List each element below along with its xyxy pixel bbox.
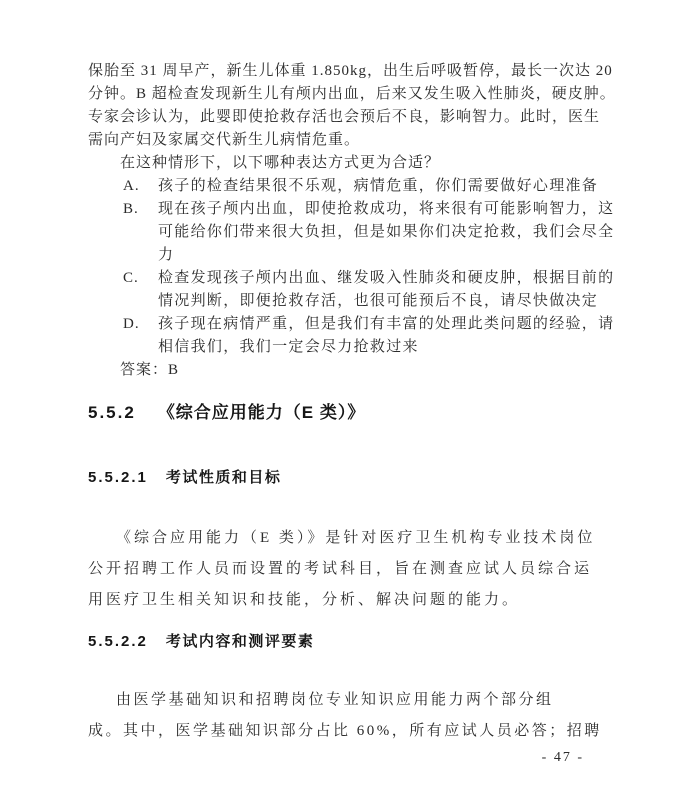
option-row-d bbox=[88, 313, 615, 359]
para-line: 用医疗卫生相关知识和技能，分析、解决问题的能力。 bbox=[88, 592, 521, 608]
option-label: B. bbox=[123, 201, 139, 217]
stem-line: 需向产妇及家属交代新生儿病情危重。 bbox=[88, 132, 361, 148]
stem-line: 分钟。B 超检查发现新生儿有颅内出血，后来又发生吸入性肺炎，硬皮肿。 bbox=[88, 86, 616, 102]
option-text-line: 力 bbox=[158, 247, 175, 263]
question-prompt: 在这种情形下，以下哪种表达方式更为合适？ bbox=[120, 155, 441, 171]
option-text bbox=[158, 313, 614, 359]
option-text-line: 情况判断，即便抢救存活，也很可能预后不良，请尽快做决定 bbox=[158, 293, 599, 309]
page-number: - 47 - bbox=[541, 750, 584, 765]
option-label: C. bbox=[123, 270, 139, 286]
section-heading-5-5-2-1 bbox=[88, 466, 598, 490]
para-line: 《综合应用能力（E 类）》是针对医疗卫生机构专业技术岗位 bbox=[116, 530, 596, 546]
option-text-line: 相信我们，我们一定会尽力抢救过来 bbox=[158, 339, 419, 355]
section-number: 5.5.2.2 bbox=[88, 633, 148, 650]
section-title: 考试性质和目标 bbox=[165, 469, 282, 486]
section-number: 5.5.2 bbox=[88, 403, 136, 422]
page-content bbox=[88, 60, 616, 768]
para-line: 公开招聘工作人员而设置的考试科目，旨在测查应试人员综合运 bbox=[88, 561, 593, 577]
para-line: 成。其中，医学基础知识部分占比 60%，所有应试人员必答；招聘 bbox=[88, 723, 602, 739]
option-text-line: 现在孩子颅内出血，即使抢救成功，将来很有可能影响智力，这 bbox=[158, 201, 615, 217]
section-title: 《综合应用能力（E 类）》 bbox=[157, 403, 366, 422]
option-text bbox=[158, 267, 614, 313]
option-text-line: 检查发现孩子颅内出血、继发吸入性肺炎和硬皮肿，根据目前的 bbox=[158, 270, 615, 286]
stem-line: 保胎至 31 周早产，新生儿体重 1.850kg，出生后呼吸暂停，最长一次达 20 bbox=[88, 63, 613, 79]
option-row-b bbox=[88, 198, 615, 267]
option-row-a bbox=[88, 175, 598, 198]
option-text bbox=[158, 175, 598, 198]
section-heading-5-5-2 bbox=[88, 400, 598, 426]
option-row-c bbox=[88, 267, 615, 313]
option-list bbox=[88, 175, 615, 359]
option-text-line: 孩子的检查结果很不乐观，病情危重，你们需要做好心理准备 bbox=[158, 178, 599, 194]
section-paragraph bbox=[88, 523, 598, 616]
section-heading-5-5-2-2 bbox=[88, 630, 598, 654]
para-line: 由医学基础知识和招聘岗位专业知识应用能力两个部分组 bbox=[116, 692, 554, 708]
stem-line: 专家会诊认为，此婴即使抢救存活也会预后不良，影响智力。此时，医生 bbox=[88, 109, 601, 125]
option-text-line: 孩子现在病情严重，但是我们有丰富的处理此类问题的经验，请 bbox=[158, 316, 615, 332]
section-paragraph bbox=[88, 685, 602, 747]
section-title: 考试内容和测评要素 bbox=[165, 633, 315, 650]
option-text bbox=[158, 198, 614, 267]
section-number: 5.5.2.1 bbox=[88, 469, 148, 486]
option-label: A. bbox=[123, 178, 140, 194]
option-text-line: 可能给你们带来很大负担，但是如果你们决定抢救，我们会尽全 bbox=[158, 224, 615, 240]
option-label: D. bbox=[123, 316, 140, 332]
answer-line: 答案：B bbox=[120, 362, 180, 378]
question-stem bbox=[88, 60, 616, 175]
